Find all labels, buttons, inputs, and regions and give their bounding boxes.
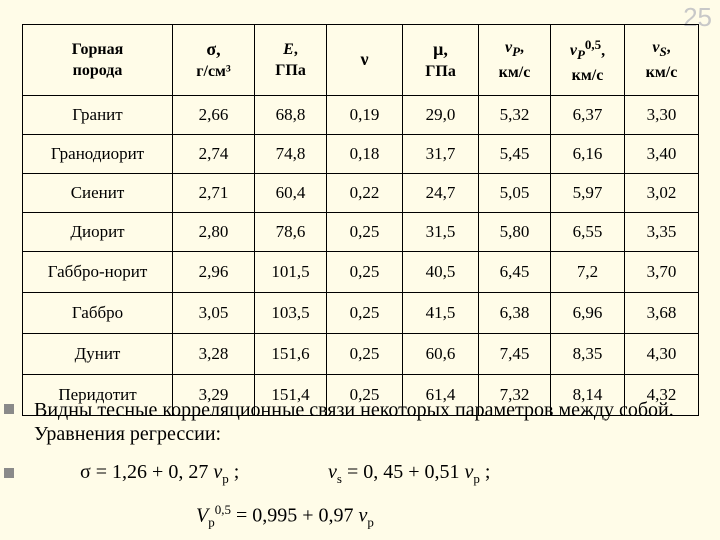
header-young-modulus: E, ГПа xyxy=(255,25,327,96)
cell-vp-05: 8,14 xyxy=(551,375,625,416)
cell-vp: 7,45 xyxy=(479,334,551,375)
cell-rock: Габбро xyxy=(23,293,173,334)
formula-vs: $v_s = 0$, 45 + 0,51 $v_p$ ; xyxy=(328,461,491,486)
header-poisson-ratio: ν xyxy=(327,25,403,96)
rock-properties-table xyxy=(22,24,699,416)
cell-vs: 4,30 xyxy=(625,334,699,375)
cell-vp-05: 5,97 xyxy=(551,174,625,213)
cell-poisson-ratio: 0,25 xyxy=(327,293,403,334)
slide-number: 25 xyxy=(683,2,712,32)
cell-vs: 3,40 xyxy=(625,135,699,174)
cell-shear-modulus: 61,4 xyxy=(403,375,479,416)
cell-rock: Гранодиорит xyxy=(23,135,173,174)
table-row xyxy=(23,96,699,135)
table-row xyxy=(23,334,699,375)
cell-rock: Сиенит xyxy=(23,174,173,213)
header-density: σ, г/см³ xyxy=(173,25,255,96)
table-row xyxy=(23,252,699,293)
cell-density: 3,28 xyxy=(173,334,255,375)
cell-young-modulus: 101,5 xyxy=(255,252,327,293)
cell-poisson-ratio: 0,25 xyxy=(327,213,403,252)
cell-density: 2,66 xyxy=(173,96,255,135)
header-rock: Горная порода xyxy=(23,25,173,96)
cell-young-modulus: 78,6 xyxy=(255,213,327,252)
cell-vp: 5,05 xyxy=(479,174,551,213)
cell-vp: 5,80 xyxy=(479,213,551,252)
cell-vp: 5,45 xyxy=(479,135,551,174)
cell-shear-modulus: 24,7 xyxy=(403,174,479,213)
cell-young-modulus: 103,5 xyxy=(255,293,327,334)
cell-poisson-ratio: 0,22 xyxy=(327,174,403,213)
header-vs: $v_S$, км/с xyxy=(625,25,699,96)
cell-shear-modulus: 31,7 xyxy=(403,135,479,174)
cell-density: 2,74 xyxy=(173,135,255,174)
cell-rock: Гранит xyxy=(23,96,173,135)
cell-young-modulus: 151,4 xyxy=(255,375,327,416)
header-vp: $v_P$, км/с xyxy=(479,25,551,96)
formula-vp05: $V_p^{0,5} = 0,995 + 0,97$ $v_p$ xyxy=(196,502,374,530)
cell-rock: Дунит xyxy=(23,334,173,375)
cell-shear-modulus: 31,5 xyxy=(403,213,479,252)
bullet-icon xyxy=(4,468,14,478)
cell-young-modulus: 74,8 xyxy=(255,135,327,174)
cell-vs: 3,35 xyxy=(625,213,699,252)
cell-rock: Диорит xyxy=(23,213,173,252)
table-row xyxy=(23,293,699,334)
cell-density: 2,96 xyxy=(173,252,255,293)
table-row xyxy=(23,135,699,174)
cell-rock: Габбро-норит xyxy=(23,252,173,293)
cell-vp: 5,32 xyxy=(479,96,551,135)
cell-shear-modulus: 40,5 xyxy=(403,252,479,293)
bullet-icon xyxy=(4,404,14,414)
cell-vp-05: 7,2 xyxy=(551,252,625,293)
cell-vp-05: 6,37 xyxy=(551,96,625,135)
cell-young-modulus: 68,8 xyxy=(255,96,327,135)
cell-vs: 3,68 xyxy=(625,293,699,334)
cell-vs: 3,02 xyxy=(625,174,699,213)
bullet-text: Видны тесные корреляционные связи некоторых параметров между собой. Уравнения регрессии: xyxy=(34,399,674,445)
table-header-row xyxy=(23,25,699,96)
cell-density: 2,71 xyxy=(173,174,255,213)
cell-vs: 3,70 xyxy=(625,252,699,293)
cell-vp-05: 8,35 xyxy=(551,334,625,375)
header-shear-modulus: μ, ГПа xyxy=(403,25,479,96)
bullet-item-formulas xyxy=(0,460,720,500)
cell-vp: 6,38 xyxy=(479,293,551,334)
cell-poisson-ratio: 0,25 xyxy=(327,375,403,416)
cell-poisson-ratio: 0,25 xyxy=(327,252,403,293)
cell-vp-05: 6,96 xyxy=(551,293,625,334)
cell-poisson-ratio: 0,25 xyxy=(327,334,403,375)
bullet-item-correlation xyxy=(0,398,720,446)
bullet-list xyxy=(0,398,720,530)
cell-vs: 3,30 xyxy=(625,96,699,135)
formula-density: σ = 1,26 + 0, 27 $v_p$ ; xyxy=(80,461,240,486)
cell-vp-05: 6,16 xyxy=(551,135,625,174)
cell-density: 2,80 xyxy=(173,213,255,252)
cell-young-modulus: 60,4 xyxy=(255,174,327,213)
cell-poisson-ratio: 0,19 xyxy=(327,96,403,135)
cell-young-modulus: 151,6 xyxy=(255,334,327,375)
cell-shear-modulus: 41,5 xyxy=(403,293,479,334)
table-row xyxy=(23,174,699,213)
header-vp-05: $v_P^{0,5}$, км/с xyxy=(551,25,625,96)
cell-vp-05: 6,55 xyxy=(551,213,625,252)
cell-vp: 6,45 xyxy=(479,252,551,293)
cell-poisson-ratio: 0,18 xyxy=(327,135,403,174)
cell-rock: Перидотит xyxy=(23,375,173,416)
cell-density: 3,29 xyxy=(173,375,255,416)
cell-density: 3,05 xyxy=(173,293,255,334)
table-row xyxy=(23,213,699,252)
cell-shear-modulus: 60,6 xyxy=(403,334,479,375)
cell-shear-modulus: 29,0 xyxy=(403,96,479,135)
cell-vp: 7,32 xyxy=(479,375,551,416)
cell-vs: 4,32 xyxy=(625,375,699,416)
